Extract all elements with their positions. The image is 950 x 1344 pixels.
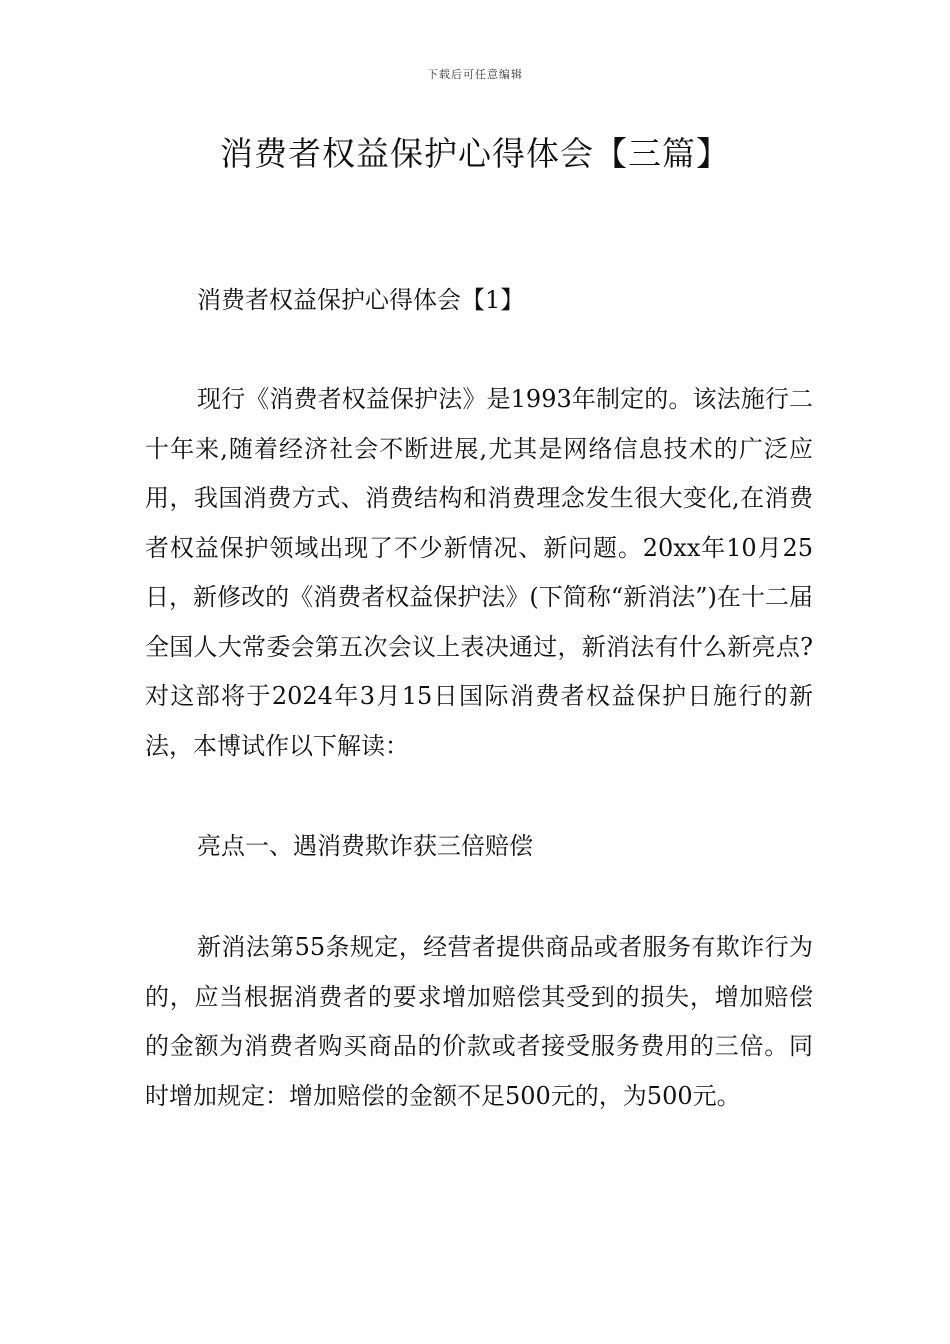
section-heading-1: 消费者权益保护心得体会【1】 bbox=[197, 286, 525, 314]
body-paragraph-1: 现行《消费者权益保护法》是1993年制定的。该法施行二十年来,随着经济社会不断进展,尤其是网络信息技术的广泛应用，我国消费方式、消费结构和消费理念发生很大变化,在消费者权益保护领域出现了不少新情况、新问题。20xx年10月25日，新修改的《消费者权益保护法》(下简称“新消法”)在十二届全国人大常委会第五次会议上表决通过，新消法有什么新亮点?对这部将于2024年3月15日国际消费者权益保护日施行的新法，本博试作以下解读： bbox=[145, 385, 813, 760]
document-title: 消费者权益保护心得体会【三篇】 bbox=[220, 134, 730, 173]
body-paragraph-2: 新消法第55条规定，经营者提供商品或者服务有欺诈行为的，应当根据消费者的要求增加赔偿其受到的损失，增加赔偿的金额为消费者购买商品的价款或者接受服务费用的三倍。同时增加规定：增加赔偿的金额不足500元的，为500元。 bbox=[145, 933, 813, 1110]
header-note: 下载后可任意编辑 bbox=[427, 68, 523, 81]
section-heading-2: 亮点一、遇消费欺诈获三倍赔偿 bbox=[197, 832, 533, 860]
